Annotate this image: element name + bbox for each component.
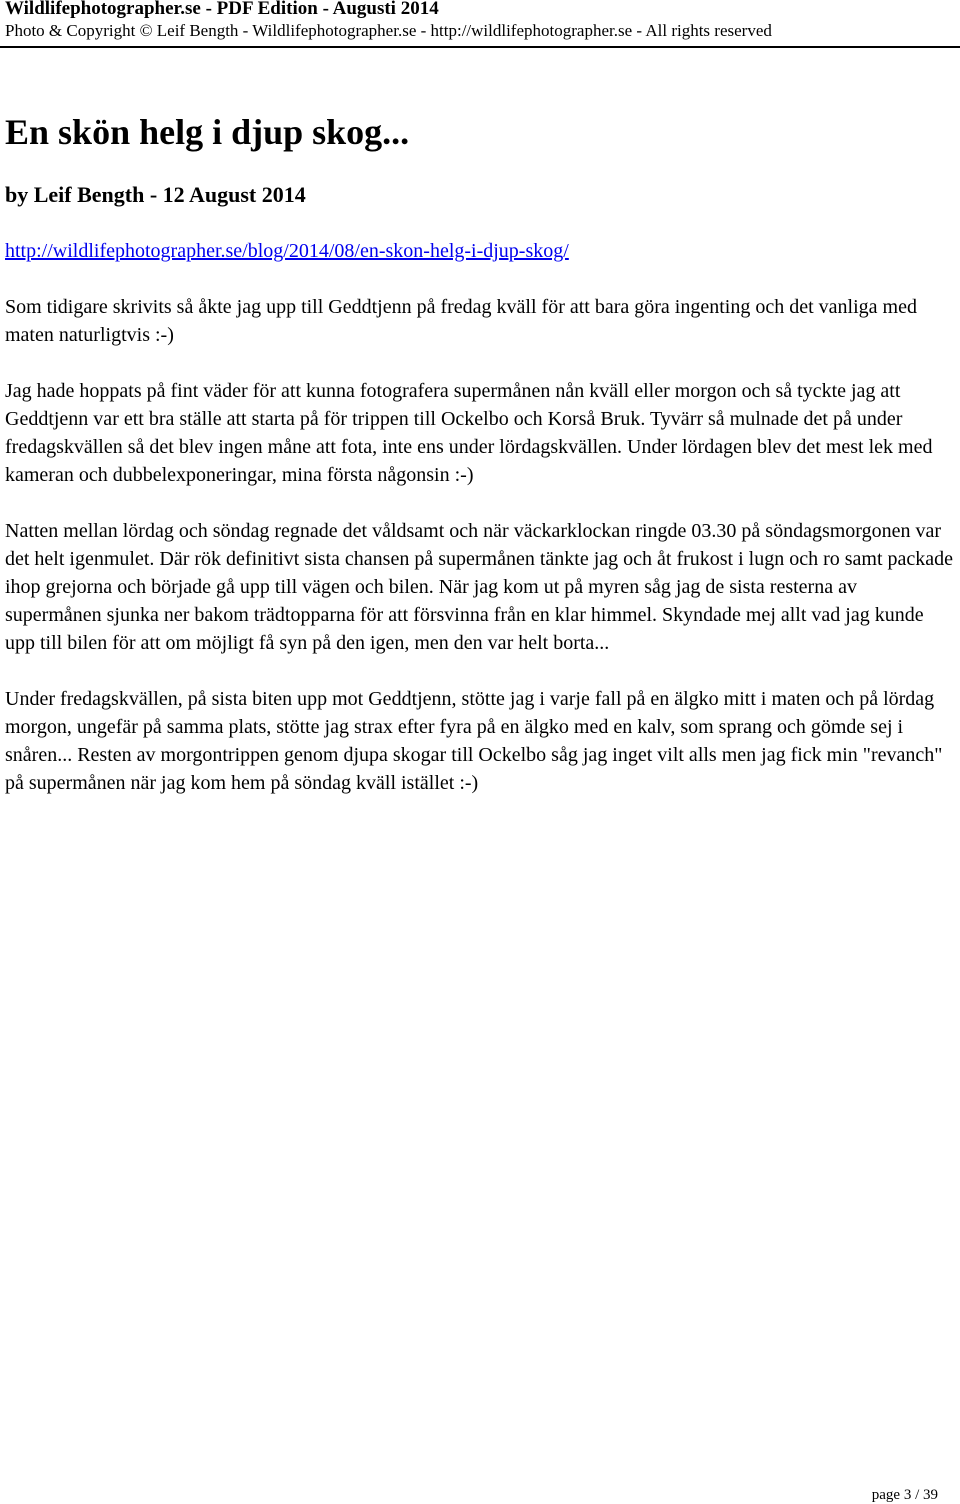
article-body (5, 293, 957, 825)
article-paragraph: Jag hade hoppats på fint väder för att kunna fotografera supermånen nån kväll eller morgon och så tyckte jag att Geddtjenn var ett bra ställe att starta på för trippen till Ockelbo och Korså Bruk. Tyvärr så mulnade det på under fredagskvällen så det blev ingen måne att fota, inte ens under lördagskvällen. Under lördagen blev det mest lek med kameran och dubbelexponeringar, mina första någonsin :-) (5, 380, 933, 486)
header-divider (0, 46, 960, 48)
article-link[interactable]: http://wildlifephotographer.se/blog/2014/08/en-skon-helg-i-djup-skog/ (5, 240, 569, 262)
article-title: En skön helg i djup skog... (5, 112, 410, 152)
article-paragraph: Natten mellan lördag och söndag regnade det våldsamt och när väckarklockan ringde 03.30 på söndagsmorgonen var det helt igenmulet. Där rök definitivt sista chansen på supermånen tänkte jag och åt frukost i lugn och ro samt packade ihop grejorna och började gå upp till vägen och bilen. När jag kom ut på myren såg jag de sista resterna av supermånen sjunka ner bakom trädtopparna för att försvinna från en klar himmel. Skyndade mej allt vad jag kunde upp till bilen för att om möjligt få syn på den igen, men den var helt borta... (5, 520, 954, 654)
article-byline: by Leif Bength - 12 August 2014 (5, 182, 306, 207)
page-header (5, 0, 955, 42)
page-number: page 3 / 39 (871, 1487, 938, 1503)
header-copyright: Photo & Copyright © Leif Bength - Wildlifephotographer.se - http://wildlifephotographer.se - All rights reserved (5, 21, 772, 40)
article-paragraph: Under fredagskvällen, på sista biten upp mot Geddtjenn, stötte jag i varje fall på en älgko mitt i maten och på lördag morgon, ungefär på samma plats, stötte jag strax efter fyra på en älgko med en kalv, som sprang och gömde sej i snåren... Resten av morgontrippen genom djupa skogar till Ockelbo såg jag inget vilt alls men jag fick min "revanch" på supermånen när jag kom hem på söndag kväll istället :-) (5, 688, 943, 794)
article-paragraph: Som tidigare skrivits så åkte jag upp till Geddtjenn på fredag kväll för att bara göra ingenting och det vanliga med maten naturligtvis :-) (5, 296, 917, 346)
header-title: Wildlifephotographer.se - PDF Edition - Augusti 2014 (5, 0, 439, 19)
